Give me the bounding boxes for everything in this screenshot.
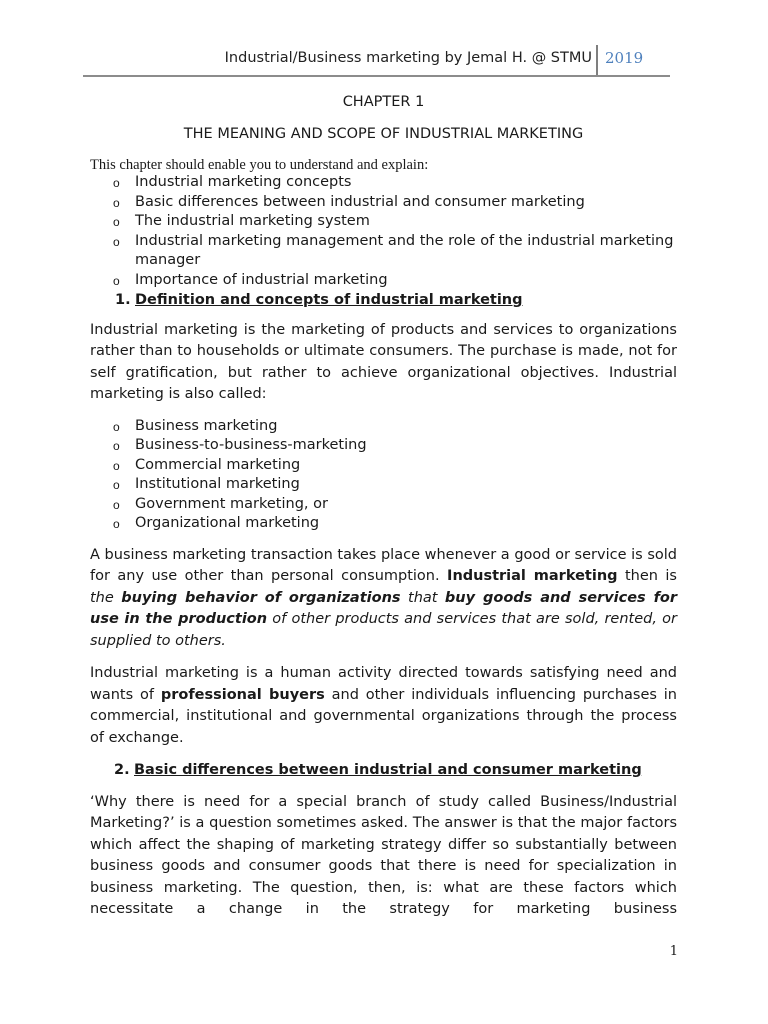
- chapter-label: CHAPTER 1: [342, 94, 425, 110]
- text-run: then is: [617, 568, 677, 584]
- intro-text: This chapter should enable you to understand and explain:: [90, 157, 429, 173]
- section-2-number: 2.: [114, 762, 130, 778]
- paragraph-definition: Industrial marketing is the marketing of products and services to organizations rather than to households or ultimate consumers. The purchase is made, not for self gratification, but rather to achieve organizational objectives. Industrial marketing is also called:: [90, 321, 677, 402]
- list-item: o Industrial marketing management and the role of the industrial marketing manager: [90, 232, 677, 271]
- page-content: [90, 92, 677, 953]
- list-item: o Institutional marketing: [90, 475, 677, 495]
- text-run: Industrial marketing is a human activity directed towards satisfying need and wants of: [90, 665, 677, 703]
- text-run-italic: that: [400, 589, 445, 606]
- text-run-italic: the: [90, 589, 122, 606]
- header-separator: [596, 45, 598, 75]
- paragraph-why: ‘Why there is need for a special branch of study called Business/Industrial Marketing?’ is a question sometimes asked. The answer is that the major factors which affect the shaping of marketing strategy differ so substantially between business goods and consumer goods that there is need for specialization in business marketing. The question, then, is: what are these factors which necessitate a change in the strategy for marketing business: [90, 793, 677, 917]
- aliases-list: [90, 417, 677, 534]
- section-2-title: Basic differences between industrial and consumer marketing: [134, 762, 642, 778]
- text-run-bold: professional buyers: [160, 686, 325, 703]
- section-1-heading: [90, 290, 677, 312]
- section-1-title: Definition and concepts of industrial marketing: [135, 292, 523, 308]
- section-2-heading: [90, 760, 677, 782]
- list-item: o The industrial marketing system: [90, 212, 677, 232]
- chapter-title: THE MEANING AND SCOPE OF INDUSTRIAL MARKETING: [183, 125, 584, 142]
- list-item: o Business marketing: [90, 417, 677, 437]
- header-year: 2019: [605, 49, 644, 67]
- text-run-bold-italic: buy goods and services for use in the production: [90, 589, 677, 627]
- section-1-number: 1.: [115, 292, 131, 308]
- list-item: o Organizational marketing: [90, 514, 677, 534]
- paragraph-human-activity: [90, 663, 677, 749]
- header-rule: [83, 75, 670, 77]
- list-item: o Commercial marketing: [90, 456, 677, 476]
- list-item: o Business-to-business-marketing: [90, 436, 677, 456]
- text-run-bold-italic: buying behavior of organizations: [121, 589, 401, 606]
- text-run-bold: Industrial marketing: [447, 568, 618, 584]
- text-run: A business marketing transaction takes place whenever a good or service is sold for any use other than personal consumption.: [90, 546, 677, 584]
- header-title: Industrial/Business marketing by Jemal H. @ STMU: [224, 50, 592, 66]
- list-item: o Industrial marketing concepts: [90, 173, 677, 193]
- list-item: o Importance of industrial marketing: [90, 271, 677, 291]
- text-run-italic: of other products and services that are sold, rented, or supplied to others.: [90, 611, 677, 649]
- page-number: 1: [669, 944, 678, 959]
- objectives-list: [90, 173, 677, 290]
- list-item: o Government marketing, or: [90, 495, 677, 515]
- text-run: and other individuals influencing purchases in commercial, institutional and governmental organizations through the process of exchange.: [90, 686, 677, 746]
- list-item: o Basic differences between industrial and consumer marketing: [90, 193, 677, 213]
- paragraph-transaction: [90, 545, 677, 653]
